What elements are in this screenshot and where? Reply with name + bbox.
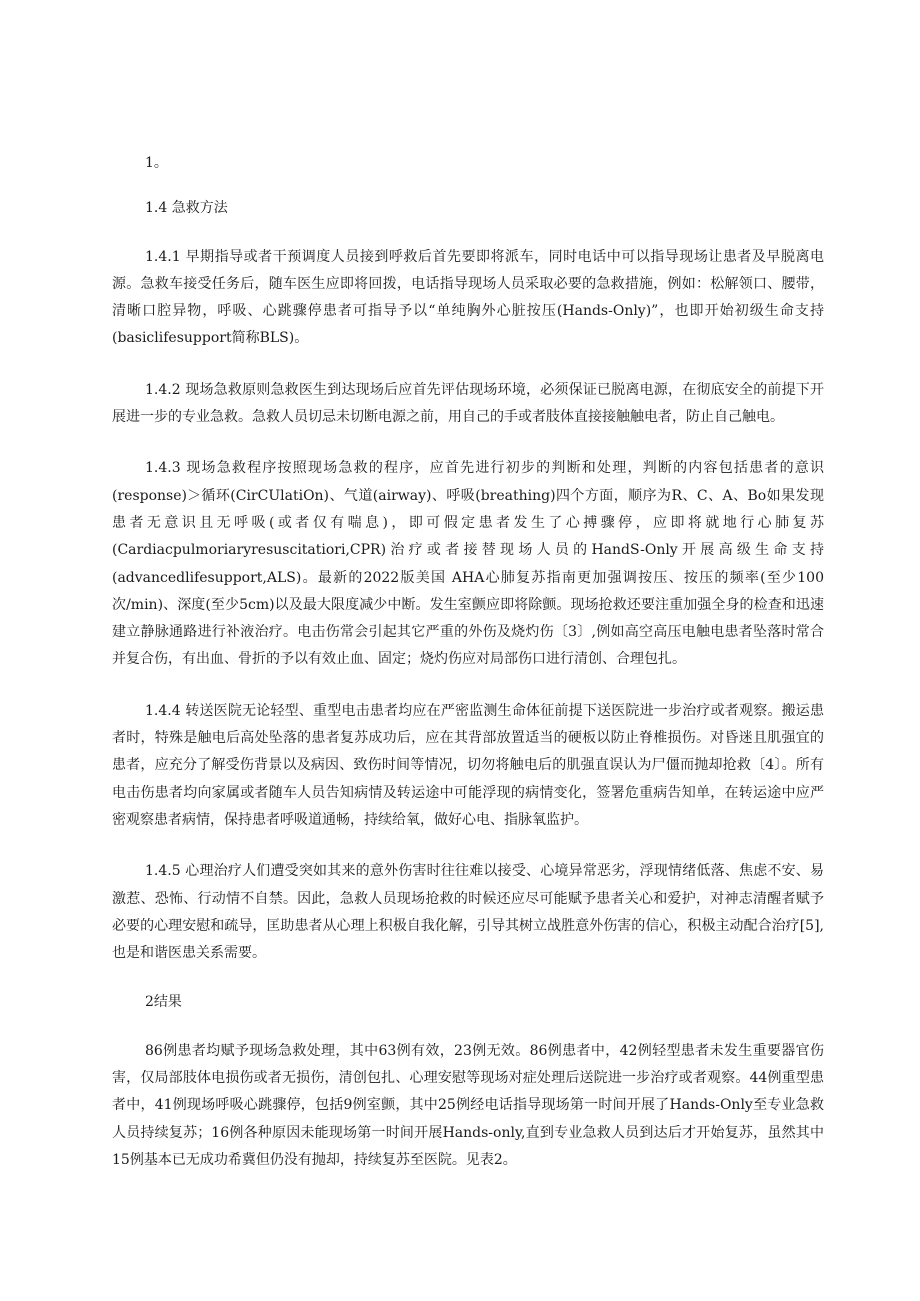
paragraph-1-4-2: 1.4.2 现场急救原则急救医生到达现场后应首先评估现场环境，必须保证已脱离电源，在彻底安全的前提下开展进一步的专业急救。急救人员切忌未切断电源之前，用自己的手或者肢体直接接触触电者，防止自己触电。 [112,381,824,426]
continuation-fragment: 1。 [145,155,168,171]
paragraph-1-4-1: 1.4.1 早期指导或者干预调度人员接到呼救后首先要即将派车，同时电话中可以指导现场让患者及早脱离电源。急救车接受任务后，随车医生应即将回拨，电话指导现场人员采取必要的急救措施，例如：松解领口、腰带，清晰口腔异物，呼吸、心跳骤停患者可指导予以“单纯胸外心脏按压(Hands-Only)”，也即开始初级生命支持(basiclifesupport简称BLS)。 [112,248,824,347]
paragraph-results: 86例患者均赋予现场急救处理，其中63例有效，23例无效。86例患者中，42例轻型患者未发生重要器官伤害，仅局部肢体电损伤或者无损伤，清创包扎、心理安慰等现场对症处理后送院进一步治疗或者观察。44例重型患者中，41例现场呼吸心跳骤停，包括9例室颤，其中25例经电话指导现场第一时间开展了Hands-Only至专业急救人员持续复苏；16例各种原因未能现场第一时间开展Hands-only,直到专业急救人员到达后才开始复苏，虽然其中15例基本已无成功希冀但仍没有抛却，持续复苏至医院。见表2。 [112,1042,824,1168]
paragraph-1-4-3: 1.4.3 现场急救程序按照现场急救的程序，应首先进行初步的判断和处理，判断的内容包括患者的意识(response)＞循环(CirCUlatiOn)、气道(airway)、呼吸(breathing)四个方面，顺序为R、C、A、Bo如果发现患者无意识且无呼吸(或者仅有喘息)，即可假定患者发生了心搏骤停，应即将就地行心肺复苏(Cardiacpulmoriaryresuscitatiori,CPR)治疗或者接替现场人员的HandS-Only开展高级生命支持(advancedlifesupport,ALS)。最新的2022版美国 AHA心肺复苏指南更加强调按压、按压的频率(至少100次/min)、深度(至少5cm)以及最大限度减少中断。发生室颤应即将除颤。现场抢救还要注重加强全身的检查和迅速建立静脉通路进行补液治疗。电击伤常会引起其它严重的外伤及烧灼伤〔3〕,例如高空高压电触电患者坠落时常合并复合伤，有出血、骨折的予以有效止血、固定；烧灼伤应对局部伤口进行清创、合理包扎。 [112,460,824,668]
paragraph-1-4-4: 1.4.4 转送医院无论轻型、重型电击患者均应在严密监测生命体征前提下送医院进一步治疗或者观察。搬运患者时，特殊是触电后高处坠落的患者复苏成功后，应在其背部放置适当的硬板以防止脊椎损伤。对昏迷且肌强宜的患者，应充分了解受伤背景以及病因、致伤时间等情况，切勿将触电后的肌强直误认为尸僵而抛却抢救〔4〕。所有电击伤患者均向家属或者随车人员告知病情及转运途中可能浮现的病情变化，签署危重病告知单，在转运途中应严密观察患者病情，保持患者呼吸道通畅，持续给氧，做好心电、指脉氧监护。 [112,702,824,828]
section-heading-1-4: 1.4 急救方法 [145,200,228,217]
document-body [112,150,824,1198]
paragraph-1-4-5: 1.4.5 心理治疗人们遭受突如其来的意外伤害时往往难以接受、心境异常恶劣，浮现情绪低落、焦虑不安、易激惹、恐怖、行动情不自禁。因此，急救人员现场抢救的时候还应尽可能赋予患者关心和爱护，对神志清醒者赋予必要的心理安慰和疏导，匡助患者从心理上积极自我化解，引导其树立战胜意外伤害的信心，积极主动配合治疗[5],也是和谐医患关系需要。 [112,863,824,962]
section-heading-2: 2结果 [145,994,182,1011]
